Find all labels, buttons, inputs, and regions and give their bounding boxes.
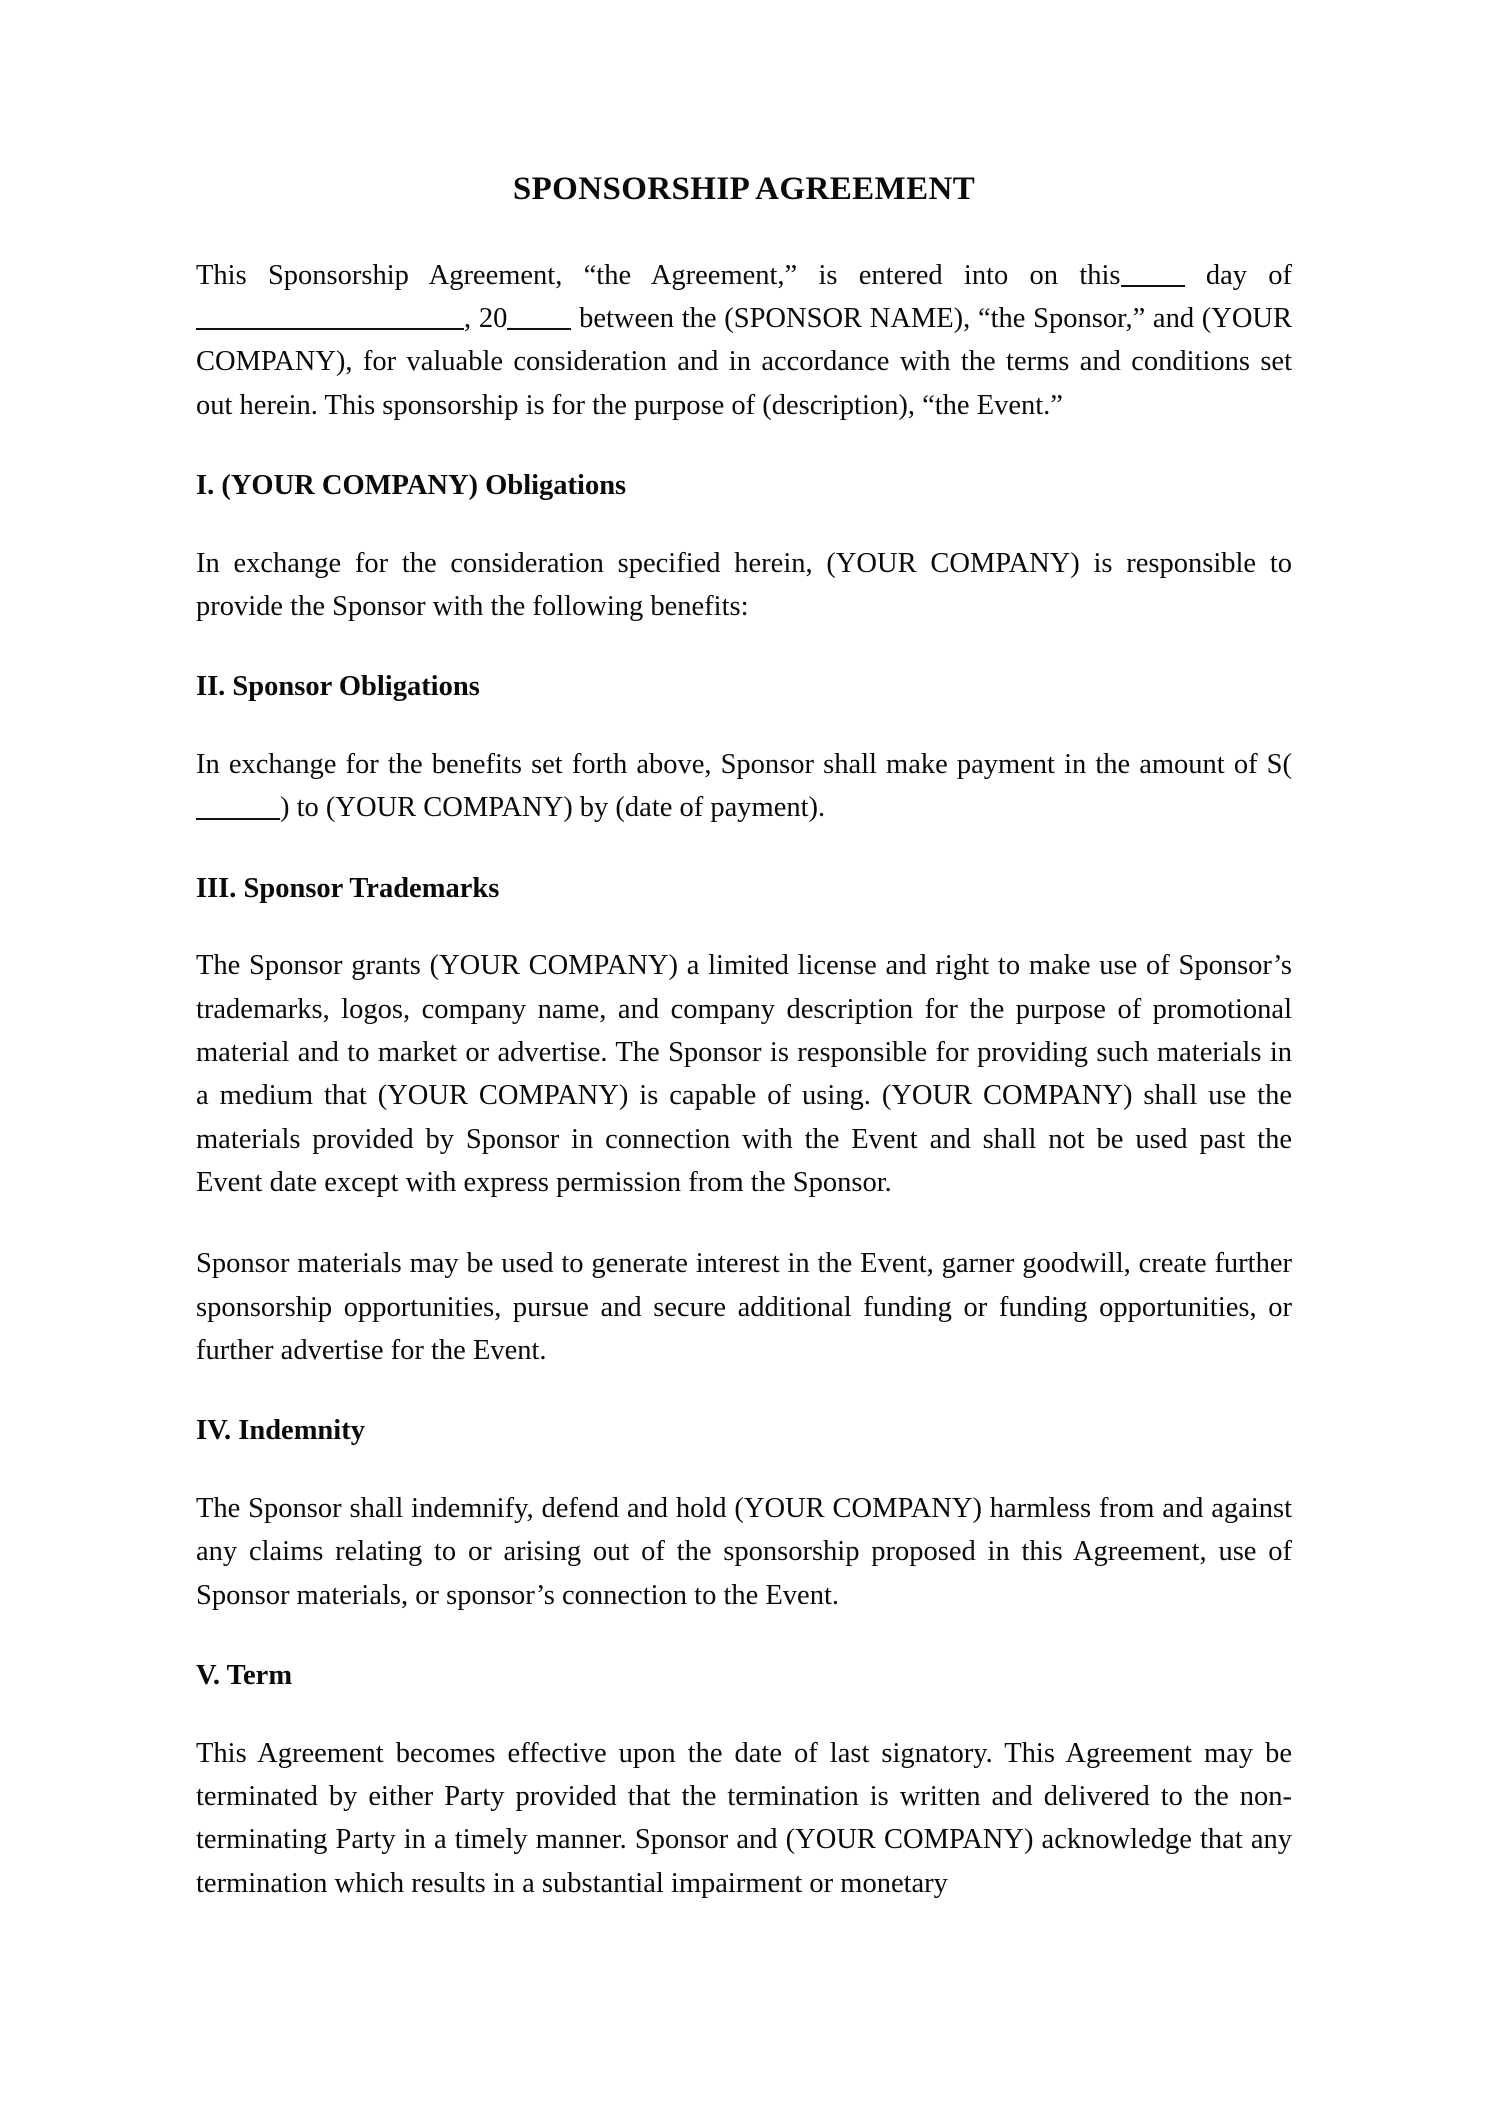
- section-i-paragraph: In exchange for the consideration specified herein, (YOUR COMPANY) is responsible to provide the Sponsor with the following benefits:: [196, 547, 1292, 622]
- intro-text-part2: day of: [1205, 259, 1293, 291]
- section-iii-paragraph-2: Sponsor materials may be used to generate interest in the Event, garner goodwill, create further sponsorship opportunities, pursue and secure additional funding or funding opportunities, or further advertise for the Event.: [196, 1248, 1292, 1366]
- intro-paragraph: [196, 254, 1292, 427]
- section-heading-iii: III. Sponsor Trademarks: [196, 872, 500, 904]
- section-ii-text-lead: In exchange for the benefits set forth above, Sponsor shall make payment in the amount of S(: [196, 748, 1292, 780]
- section-heading-v: V. Term: [196, 1659, 293, 1691]
- section-heading-i: I. (YOUR COMPANY) Obligations: [196, 469, 627, 501]
- section-iii-paragraph-1: The Sponsor grants (YOUR COMPANY) a limited license and right to make use of Sponsor’s trademarks, logos, company name, and company description for the purpose of promotional material and to market or advertise. The Sponsor is responsible for providing such materials in a medium that (YOUR COMPANY) is capable of using. (YOUR COMPANY) shall use the materials provided by Sponsor in connection with the Event and shall not be used past the Event date except with express permission from the Sponsor.: [196, 950, 1292, 1198]
- section-iv-paragraph: The Sponsor shall indemnify, defend and hold (YOUR COMPANY) harmless from and against any claims relating to or arising out of the sponsorship proposed in this Agreement, use of Sponsor materials, or sponsor’s connection to the Event.: [196, 1492, 1292, 1611]
- payment-amount-blank-field[interactable]: [196, 789, 280, 820]
- document-body: [196, 170, 1292, 1905]
- section-ii-paragraph: [196, 743, 1292, 830]
- section-heading-ii: II. Sponsor Obligations: [196, 671, 480, 703]
- intro-text-part4: between the (SPONSOR NAME), “the Sponsor,” and (YOUR COMPANY), for valuable consideration and in accordance with the terms and conditions set out herein. This sponsorship is for the purpose of (description), “the Event.”: [196, 302, 1293, 421]
- year-blank-field[interactable]: [507, 300, 571, 331]
- page-title: SPONSORSHIP AGREEMENT: [512, 171, 976, 207]
- intro-text-part3: , 20: [464, 302, 508, 334]
- section-v-paragraph: This Agreement becomes effective upon the date of last signatory. This Agreement may be terminated by either Party provided that the termination is written and delivered to the non-terminating Party in a timely manner. Sponsor and (YOUR COMPANY) acknowledge that any termination which results in a substantial impairment or monetary: [196, 1737, 1292, 1899]
- month-blank-field[interactable]: [196, 300, 464, 331]
- intro-text-part1: This Sponsorship Agreement, “the Agreement,” is entered into on this: [196, 259, 1121, 291]
- section-ii-text-tail: ) to (YOUR COMPANY) by (date of payment).: [280, 792, 826, 824]
- day-blank-field[interactable]: [1121, 257, 1185, 288]
- section-heading-iv: IV. Indemnity: [196, 1415, 365, 1447]
